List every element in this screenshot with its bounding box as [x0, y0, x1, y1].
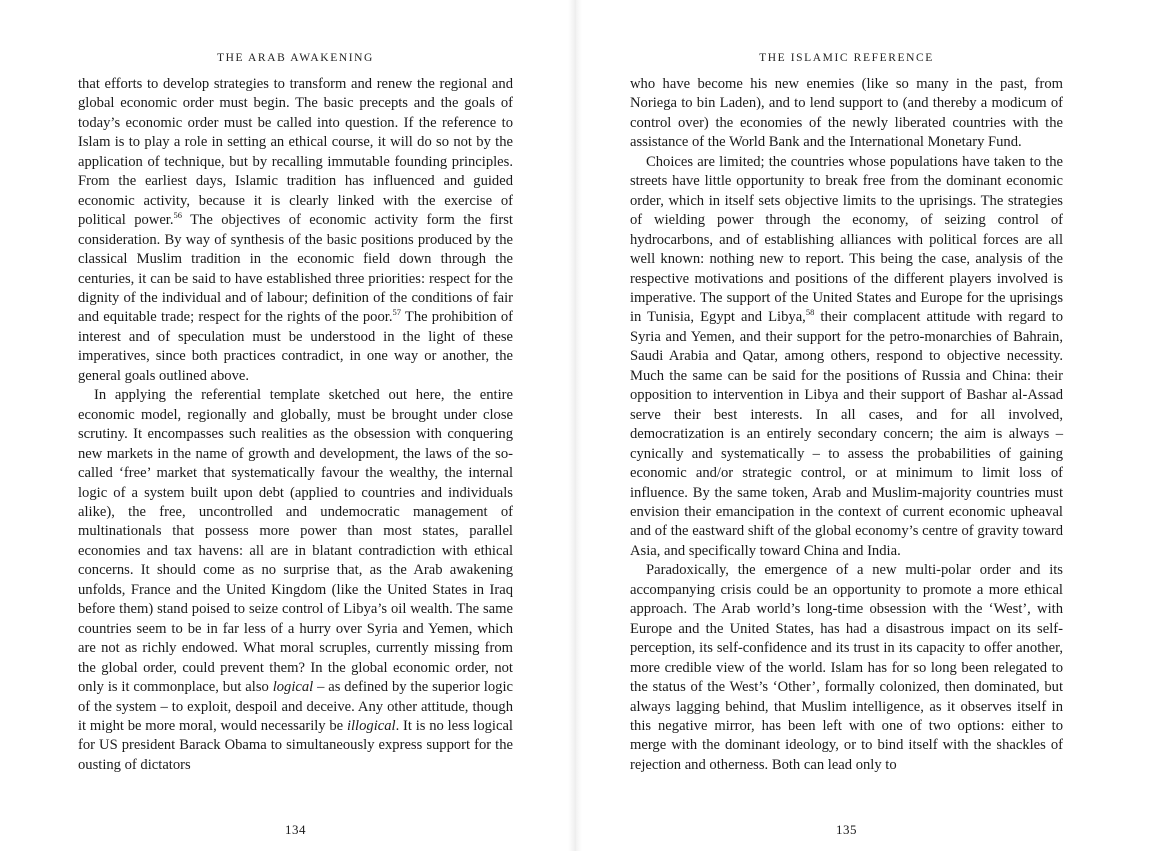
- left-page: [78, 0, 513, 851]
- running-head: THE ARAB AWAKENING: [217, 52, 374, 64]
- paragraph: [78, 75, 513, 386]
- page-number: 135: [836, 822, 857, 837]
- text-run: who have become his new enemies (like so many in the past, from Noriega to bin Laden), and to lend support to (and thereby a modicum of control over) the economies of the newly liberated countries with the assistance of the World Bank and the International Monetary Fund.: [630, 76, 1063, 151]
- paragraph: [630, 153, 1063, 562]
- paragraph: [630, 561, 1063, 775]
- text-run: The objectives of economic activity form the first consideration. By way of synthesis of the basic positions produced by the classical Muslim tradition in the economic field down through the centuries, it can be said to have established three priorities: respect for the dignity of the individual and of labour; definition of the conditions of fair and equitable trade; respect for the rights of the poor.: [78, 212, 513, 326]
- gutter-shadow: [568, 0, 582, 851]
- emphasis: illogical: [346, 717, 396, 734]
- text-run: . It is no less logical for US president Barack Obama to simultaneously express support for the ousting of dictators: [78, 717, 513, 773]
- running-head: THE ISLAMIC REFERENCE: [759, 52, 934, 64]
- paragraph: [630, 75, 1063, 153]
- text-run: – as defined by the superior logic of the system – to exploit, despoil and deceive. Any other attitude, though it might be more moral, would necessarily be: [78, 679, 513, 734]
- page-number: 134: [285, 822, 306, 837]
- footnote-ref: 57: [392, 307, 401, 318]
- text-run: In applying the referential template sketched out here, the entire economic model, regionally and globally, must be brought under close scrutiny. It encompasses such realities as the obsession with conquering new markets in the name of growth and development, the laws of the so-called ‘free’ market that systematically favour the wealthy, the internal logic of a system built upon debt (applied to countries and individuals alike), the free, uncontrolled and undemocratic management of multinationals that possess more power than most states, parallel economies and tax havens: all are in blatant contradiction with ethical concerns. It should come as no surprise that, as the Arab awakening unfolds, France and the United Kingdom (like the United States in Iraq before them) stand poised to seize control of Libya’s oil wealth. The same countries seem to be in far less of a hurry over Syria and Yemen, which are not as richly endowed. What moral scruples, currently missing from the global order, could prevent them? In the global economic order, not only is it commonplace, but also: [78, 387, 513, 696]
- text-run: their complacent attitude with regard to Syria and Yemen, and their support for the petro-monarchies of Bahrain, Saudi Arabia and Qatar, among others, respond to objective necessity. Much the same can be said for the positions of Russia and China: their opposition to intervention in Libya and their support of Bashar al-Assad serve their best interests. In all cases, and for all involved, democratization is an entirely secondary concern; the aim is always – cynically and systematically – to assess the probabilities of gaining economic and/or strategic control, or at minimum to limit loss of influence. By the same token, Arab and Muslim-majority countries must envision their emancipation in the context of current economic upheaval and of the eastward shift of the global economy’s centre of gravity toward Asia, and specifically toward China and India.: [630, 309, 1063, 559]
- text-run: The prohibition of interest and of speculation must be understood in the light of these imperatives, since both practices contradict, in one way or another, the general goals outlined above.: [78, 309, 513, 384]
- emphasis: logical: [272, 679, 314, 696]
- text-run: Paradoxically, the emergence of a new multi-polar order and its accompanying crisis could be an opportunity to promote a more ethical approach. The Arab world’s long-time obsession with the ‘West’, with Europe and the United States, has had a disastrous impact on its self-perception, its self-confidence and its trust in its capacity to offer another, more credible view of the world. Islam has for so long been relegated to the status of the West’s ‘Other’, formally colonized, then dominated, but always lagging behind, that Muslim intelligence, as it observes itself in this negative mirror, has been left with one of two options: either to merge with the dominant ideology, or to bind itself with the shackles of rejection and otherness. Both can lead only to: [630, 562, 1063, 773]
- right-page: [630, 0, 1063, 851]
- body-text: [78, 75, 513, 775]
- footnote-ref: 58: [805, 307, 815, 318]
- paragraph: [78, 386, 513, 775]
- footnote-ref: 56: [173, 210, 183, 221]
- body-text: [630, 75, 1063, 775]
- text-run: Choices are limited; the countries whose populations have taken to the streets have little opportunity to break free from the dominant economic order, which in itself sets objective limits to the uprisings. The strategies of wielding power through the economy, of seizing control of hydrocarbons, and of establishing alliances with political forces are all well known: nothing new to report. This being the case, analysis of the respective motivations and positions of the different players involved is imperative. The support of the United States and Europe for the uprisings in Tunisia, Egypt and Libya,: [630, 153, 1063, 326]
- text-run: that efforts to develop strategies to transform and renew the regional and global economic order must begin. The basic precepts and the goals of today’s economic order must be called into question. If the reference to Islam is to play a role in setting an ethical course, it will do so not by the application of technique, but by recalling immutable founding principles. From the earliest days, Islamic tradition has influenced and guided economic activity, because it is clearly linked with the exercise of political power.: [78, 76, 513, 229]
